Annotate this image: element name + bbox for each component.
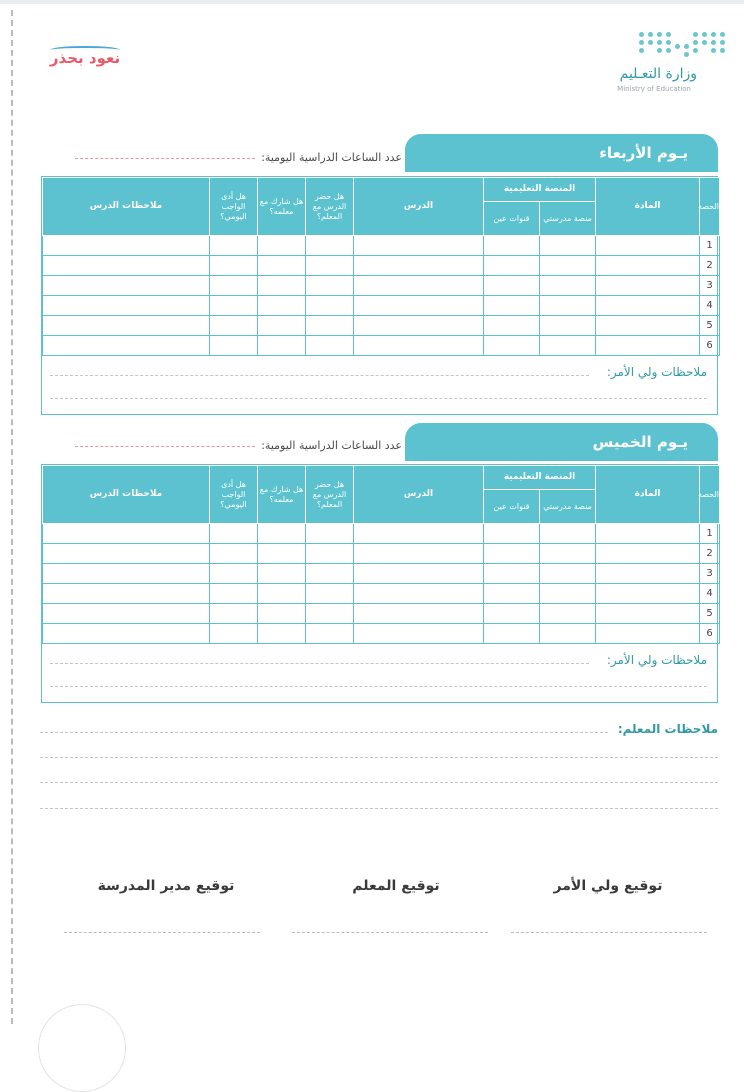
table-cell[interactable] — [354, 316, 484, 336]
table-cell[interactable] — [258, 256, 306, 276]
col-lesson: الدرس — [354, 178, 484, 236]
logo-dot — [711, 32, 716, 37]
table-cell[interactable] — [306, 336, 354, 356]
table-cell[interactable] — [540, 276, 596, 296]
period-number: 3 — [700, 276, 720, 296]
table-cell[interactable] — [306, 544, 354, 564]
table-cell[interactable] — [596, 584, 700, 604]
col-lesson: الدرس — [354, 466, 484, 524]
logo-dot — [693, 40, 698, 45]
table-cell[interactable] — [258, 564, 306, 584]
period-number: 6 — [700, 336, 720, 356]
col-madrasati: منصة مدرستي — [540, 490, 596, 524]
table-row — [43, 544, 720, 564]
signature-guardian-line[interactable] — [511, 932, 707, 933]
brand-logo — [42, 44, 128, 72]
table-cell[interactable] — [258, 584, 306, 604]
table-cell[interactable] — [484, 584, 540, 604]
table-cell[interactable] — [43, 316, 210, 336]
table-cell[interactable] — [43, 296, 210, 316]
table-cell[interactable] — [540, 524, 596, 544]
table-cell[interactable] — [354, 544, 484, 564]
logo-dot — [693, 48, 698, 53]
notes-line — [50, 375, 589, 376]
notes-line — [50, 686, 707, 687]
table-cell[interactable] — [596, 624, 700, 644]
table-cell[interactable] — [210, 236, 258, 256]
logo-dot — [693, 32, 698, 37]
table-row — [43, 604, 720, 624]
logo-dot — [657, 40, 662, 45]
notes-line — [40, 808, 718, 809]
table-cell[interactable] — [596, 256, 700, 276]
table-cell[interactable] — [210, 256, 258, 276]
table-cell[interactable] — [306, 564, 354, 584]
col-participated: هل شارك مع معلمه؟ — [258, 178, 306, 236]
guardian-notes-label: ملاحظات ولي الأمر: — [606, 365, 707, 379]
table-row — [43, 564, 720, 584]
logo-dot — [711, 40, 716, 45]
period-number: 5 — [700, 316, 720, 336]
table-cell[interactable] — [258, 524, 306, 544]
table-cell[interactable] — [596, 564, 700, 584]
table-cell[interactable] — [354, 604, 484, 624]
logo-dot — [720, 32, 725, 37]
table-cell[interactable] — [43, 564, 210, 584]
table-cell[interactable] — [540, 624, 596, 644]
table-cell[interactable] — [306, 524, 354, 544]
table-cell[interactable] — [258, 276, 306, 296]
table-cell[interactable] — [43, 236, 210, 256]
teacher-notes[interactable] — [40, 722, 718, 818]
table-cell[interactable] — [354, 564, 484, 584]
col-period: الحصة — [700, 466, 720, 524]
table-cell[interactable] — [484, 336, 540, 356]
table-cell[interactable] — [306, 316, 354, 336]
page-corner-circle — [38, 1004, 126, 1092]
table-cell[interactable] — [210, 564, 258, 584]
table-cell[interactable] — [258, 296, 306, 316]
col-platform: المنصة التعليمية — [484, 466, 596, 490]
table-cell[interactable] — [484, 256, 540, 276]
table-cell[interactable] — [596, 316, 700, 336]
table-cell[interactable] — [306, 604, 354, 624]
table-cell[interactable] — [484, 236, 540, 256]
table-cell[interactable] — [484, 624, 540, 644]
table-cell[interactable] — [540, 564, 596, 584]
table-cell[interactable] — [210, 604, 258, 624]
table-cell[interactable] — [596, 544, 700, 564]
table-cell[interactable] — [43, 276, 210, 296]
ministry-dots-icon — [639, 32, 725, 56]
table-cell[interactable] — [258, 624, 306, 644]
table-cell[interactable] — [484, 564, 540, 584]
day-tab-wednesday — [405, 134, 718, 172]
table-cell[interactable] — [596, 604, 700, 624]
table-cell[interactable] — [354, 236, 484, 256]
ministry-english-name: Ministry of Education — [617, 85, 691, 93]
table-cell[interactable] — [258, 604, 306, 624]
signature-guardian-label: توقيع ولي الأمر — [553, 878, 663, 894]
signature-teacher-label: توقيع المعلم — [352, 878, 440, 894]
col-subject: المادة — [596, 466, 700, 524]
table-row — [43, 524, 720, 544]
table-cell[interactable] — [306, 276, 354, 296]
daily-hours-line — [75, 158, 255, 159]
table-cell[interactable] — [596, 336, 700, 356]
table-cell[interactable] — [306, 236, 354, 256]
logo-dot — [648, 40, 653, 45]
table-cell[interactable] — [210, 336, 258, 356]
notes-line — [50, 398, 707, 399]
table-row — [43, 296, 720, 316]
notes-line — [40, 782, 718, 783]
col-ein: قنوات عين — [484, 202, 540, 236]
notes-line — [50, 663, 589, 664]
period-number: 5 — [700, 604, 720, 624]
table-cell[interactable] — [210, 316, 258, 336]
table-cell[interactable] — [540, 604, 596, 624]
col-homework: هل أدى الواجب اليومي؟ — [210, 466, 258, 524]
table-cell[interactable] — [596, 236, 700, 256]
logo-dot — [720, 48, 725, 53]
table-cell[interactable] — [210, 544, 258, 564]
ministry-logo — [600, 30, 735, 100]
col-platform: المنصة التعليمية — [484, 178, 596, 202]
table-cell[interactable] — [540, 544, 596, 564]
table-cell[interactable] — [306, 256, 354, 276]
period-number: 4 — [700, 296, 720, 316]
logo-dot — [711, 48, 716, 53]
logo-dot — [684, 52, 689, 57]
table-cell[interactable] — [43, 624, 210, 644]
logo-dot — [684, 44, 689, 49]
table-cell[interactable] — [484, 296, 540, 316]
logo-dot — [675, 44, 680, 49]
logo-dot — [657, 32, 662, 37]
table-cell[interactable] — [43, 544, 210, 564]
teacher-notes-label: ملاحظات المعلم: — [617, 722, 718, 736]
logo-dot — [702, 32, 707, 37]
col-lesson-notes: ملاحظات الدرس — [43, 178, 210, 236]
col-subject: المادة — [596, 178, 700, 236]
period-number: 2 — [700, 544, 720, 564]
table-cell[interactable] — [484, 276, 540, 296]
guardian-notes-label: ملاحظات ولي الأمر: — [606, 653, 707, 667]
table-cell[interactable] — [258, 316, 306, 336]
signature-principal-line[interactable] — [64, 932, 260, 933]
brand-swoosh-icon — [50, 46, 120, 54]
logo-dot — [666, 32, 671, 37]
table-row — [43, 276, 720, 296]
table-cell[interactable] — [306, 584, 354, 604]
table-cell[interactable] — [258, 544, 306, 564]
logo-dot — [657, 48, 662, 53]
day-title: يـوم الأربعاء — [599, 144, 688, 162]
table-cell[interactable] — [43, 256, 210, 276]
guardian-notes-wednesday[interactable] — [42, 356, 717, 414]
col-attended: هل حضر الدرس مع المعلم؟ — [306, 466, 354, 524]
table-row — [43, 316, 720, 336]
daily-hours-label: عدد الساعات الدراسية اليومية: — [261, 439, 402, 452]
period-number: 1 — [700, 236, 720, 256]
table-cell[interactable] — [354, 336, 484, 356]
period-number: 1 — [700, 524, 720, 544]
table-cell[interactable] — [540, 296, 596, 316]
table-cell[interactable] — [306, 296, 354, 316]
table-row — [43, 336, 720, 356]
ministry-arabic-name: وزارة التعـليم — [619, 66, 697, 82]
day-title: يـوم الخميس — [592, 433, 688, 451]
table-cell[interactable] — [258, 336, 306, 356]
table-cell[interactable] — [354, 256, 484, 276]
period-number: 4 — [700, 584, 720, 604]
notes-line — [40, 732, 608, 733]
col-madrasati: منصة مدرستي — [540, 202, 596, 236]
table-cell[interactable] — [484, 524, 540, 544]
col-lesson-notes: ملاحظات الدرس — [43, 466, 210, 524]
day-tab-thursday — [405, 423, 718, 461]
table-row — [43, 584, 720, 604]
table-cell[interactable] — [258, 236, 306, 256]
logo-dot — [639, 32, 644, 37]
col-participated: هل شارك مع معلمه؟ — [258, 466, 306, 524]
daily-hours-field[interactable] — [40, 439, 402, 455]
table-cell[interactable] — [43, 584, 210, 604]
signature-teacher-line[interactable] — [292, 932, 488, 933]
table-cell[interactable] — [210, 624, 258, 644]
table-cell[interactable] — [484, 316, 540, 336]
table-cell[interactable] — [210, 276, 258, 296]
table-cell[interactable] — [596, 296, 700, 316]
table-cell[interactable] — [596, 276, 700, 296]
notes-line — [40, 757, 718, 758]
table-cell[interactable] — [354, 624, 484, 644]
table-cell[interactable] — [43, 524, 210, 544]
table-cell[interactable] — [210, 524, 258, 544]
table-cell[interactable] — [210, 296, 258, 316]
table-cell[interactable] — [306, 624, 354, 644]
col-attended: هل حضر الدرس مع المعلم؟ — [306, 178, 354, 236]
table-cell[interactable] — [484, 604, 540, 624]
logo-dot — [666, 48, 671, 53]
period-number: 2 — [700, 256, 720, 276]
logo-dot — [720, 40, 725, 45]
table-row — [43, 236, 720, 256]
table-cell[interactable] — [540, 336, 596, 356]
brand-logo-text: نعود بحذر — [49, 49, 121, 67]
period-number: 3 — [700, 564, 720, 584]
table-cell[interactable] — [354, 276, 484, 296]
col-period: الحصة — [700, 178, 720, 236]
table-cell[interactable] — [43, 336, 210, 356]
logo-dot — [702, 40, 707, 45]
table-row — [43, 256, 720, 276]
binder-margin-line — [11, 10, 13, 1024]
table-cell[interactable] — [540, 256, 596, 276]
table-cell[interactable] — [354, 584, 484, 604]
logo-dot — [648, 32, 653, 37]
table-cell[interactable] — [596, 524, 700, 544]
daily-hours-field[interactable] — [40, 151, 402, 167]
daily-hours-line — [75, 446, 255, 447]
table-cell[interactable] — [540, 584, 596, 604]
col-homework: هل أدى الواجب اليومي؟ — [210, 178, 258, 236]
table-row — [43, 624, 720, 644]
schedule-table-thursday — [41, 464, 718, 703]
table-cell[interactable] — [540, 236, 596, 256]
table-cell[interactable] — [354, 524, 484, 544]
daily-hours-label: عدد الساعات الدراسية اليومية: — [261, 151, 402, 164]
logo-dot — [639, 48, 644, 53]
table-cell[interactable] — [540, 316, 596, 336]
top-border — [0, 0, 744, 4]
logo-dot — [666, 40, 671, 45]
signature-principal-label: توقيع مدير المدرسة — [97, 878, 235, 894]
logo-dot — [639, 40, 644, 45]
period-number: 6 — [700, 624, 720, 644]
guardian-notes-thursday[interactable] — [42, 644, 717, 702]
table-cell[interactable] — [354, 296, 484, 316]
schedule-table-wednesday — [41, 176, 718, 415]
table-cell[interactable] — [43, 604, 210, 624]
table-cell[interactable] — [484, 544, 540, 564]
col-ein: قنوات عين — [484, 490, 540, 524]
table-cell[interactable] — [210, 584, 258, 604]
